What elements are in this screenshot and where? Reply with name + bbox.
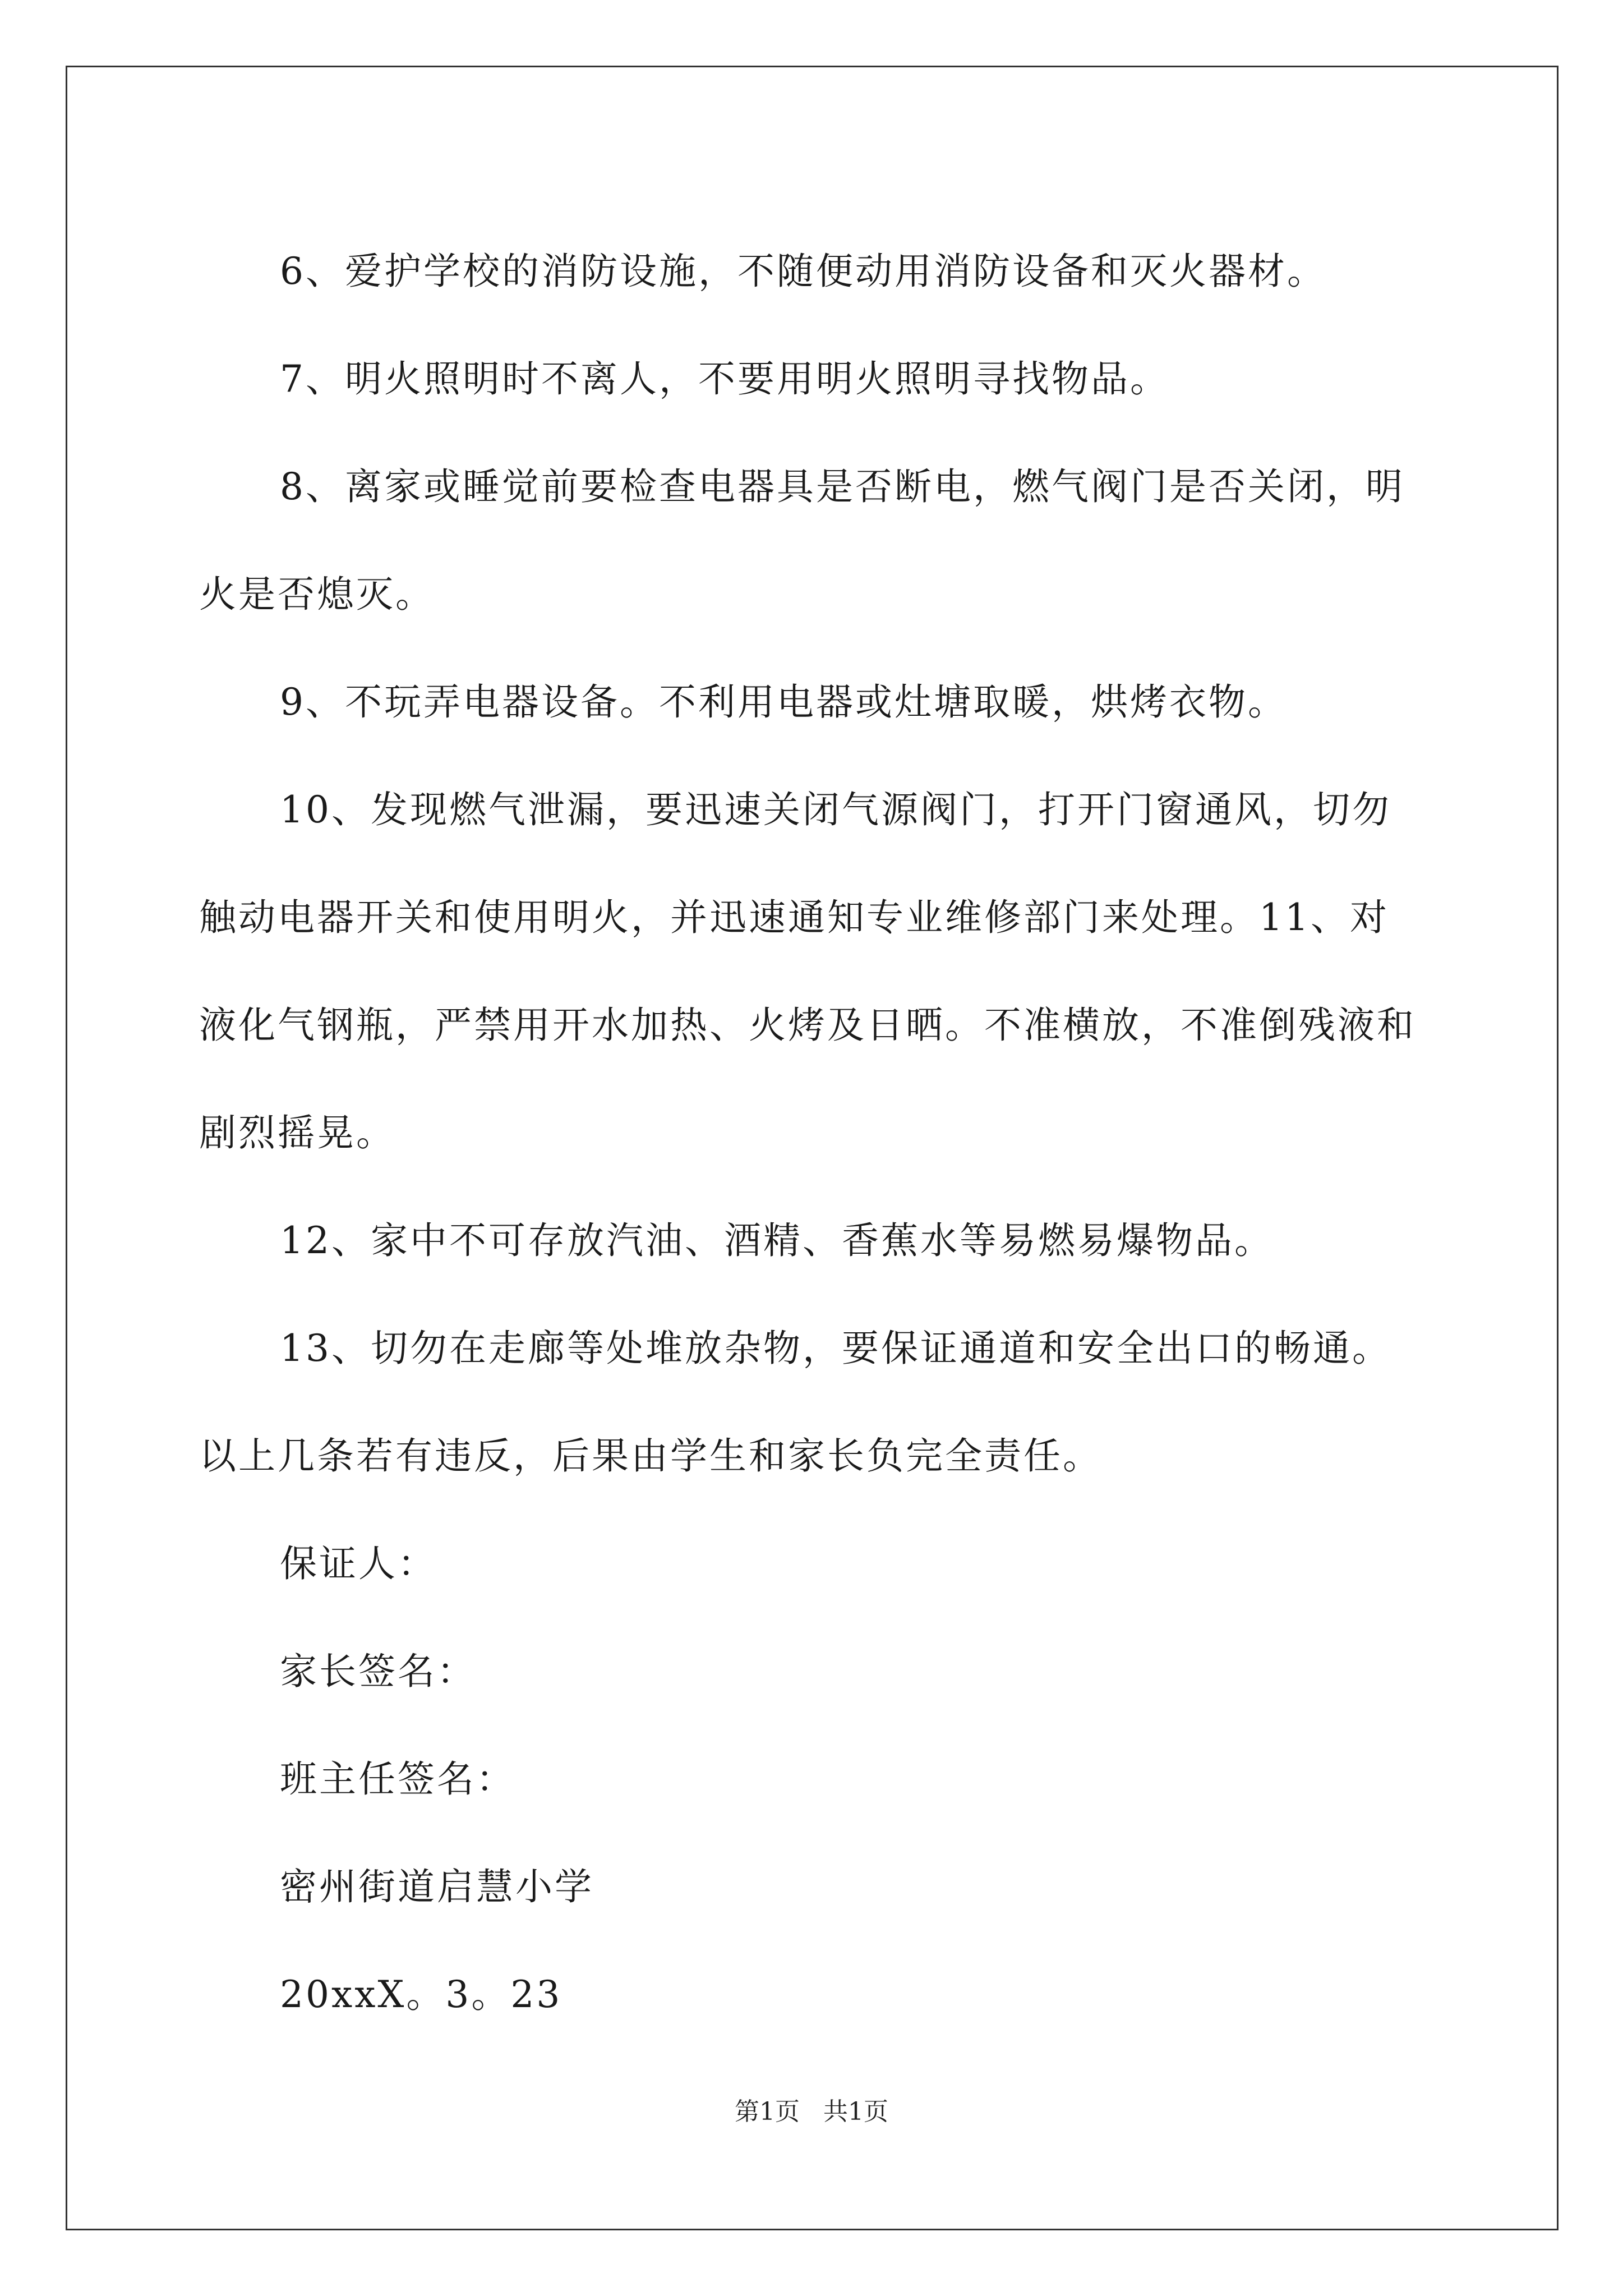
page-footer: [0, 2095, 1623, 2129]
item-12-paragraph: 12、家中不可存放汽油、酒精、香蕉水等易燃易爆物品。: [280, 1219, 1274, 1262]
item-9-paragraph: 9、不玩弄电器设备。不利用电器或灶塘取暖，烘烤衣物。: [280, 680, 1287, 724]
guarantor-label: 保证人：: [280, 1542, 437, 1585]
teacher-signature-label: 班主任签名：: [280, 1757, 515, 1801]
page-number-current: 第1页: [735, 2097, 800, 2126]
document-date: 20xxX。3。23: [280, 1973, 562, 2016]
responsibility-statement: 以上几条若有违反，后果由学生和家长负完全责任。: [199, 1434, 1102, 1478]
page-number-total: 共1页: [823, 2097, 888, 2126]
item-8-paragraph: 8、离家或睡觉前要检查电器具是否断电，燃气阀门是否关闭，明火是否熄灭。: [199, 465, 1405, 616]
document-body: [199, 218, 1427, 2049]
parent-signature-label: 家长签名：: [280, 1650, 476, 1693]
item-7-paragraph: 7、明火照明时不离人，不要用明火照明寻找物品。: [280, 357, 1169, 401]
school-name: 密州街道启慧小学: [280, 1865, 594, 1908]
item-10-11-paragraph: 10、发现燃气泄漏，要迅速关闭气源阀门，打开门窗通风，切勿触动电器开关和使用明火，并迅速通知专业维修部门来处理。11、对液化气钢瓶，严禁用开水加热、火烤及日晒。不准横放，不准倒残液和剧烈摇晃。: [199, 788, 1416, 1154]
item-6-paragraph: 6、爱护学校的消防设施，不随便动用消防设备和灭火器材。: [280, 250, 1326, 293]
item-13-paragraph: 13、切勿在走廊等处堆放杂物，要保证通道和安全出口的畅通。: [280, 1327, 1391, 1370]
